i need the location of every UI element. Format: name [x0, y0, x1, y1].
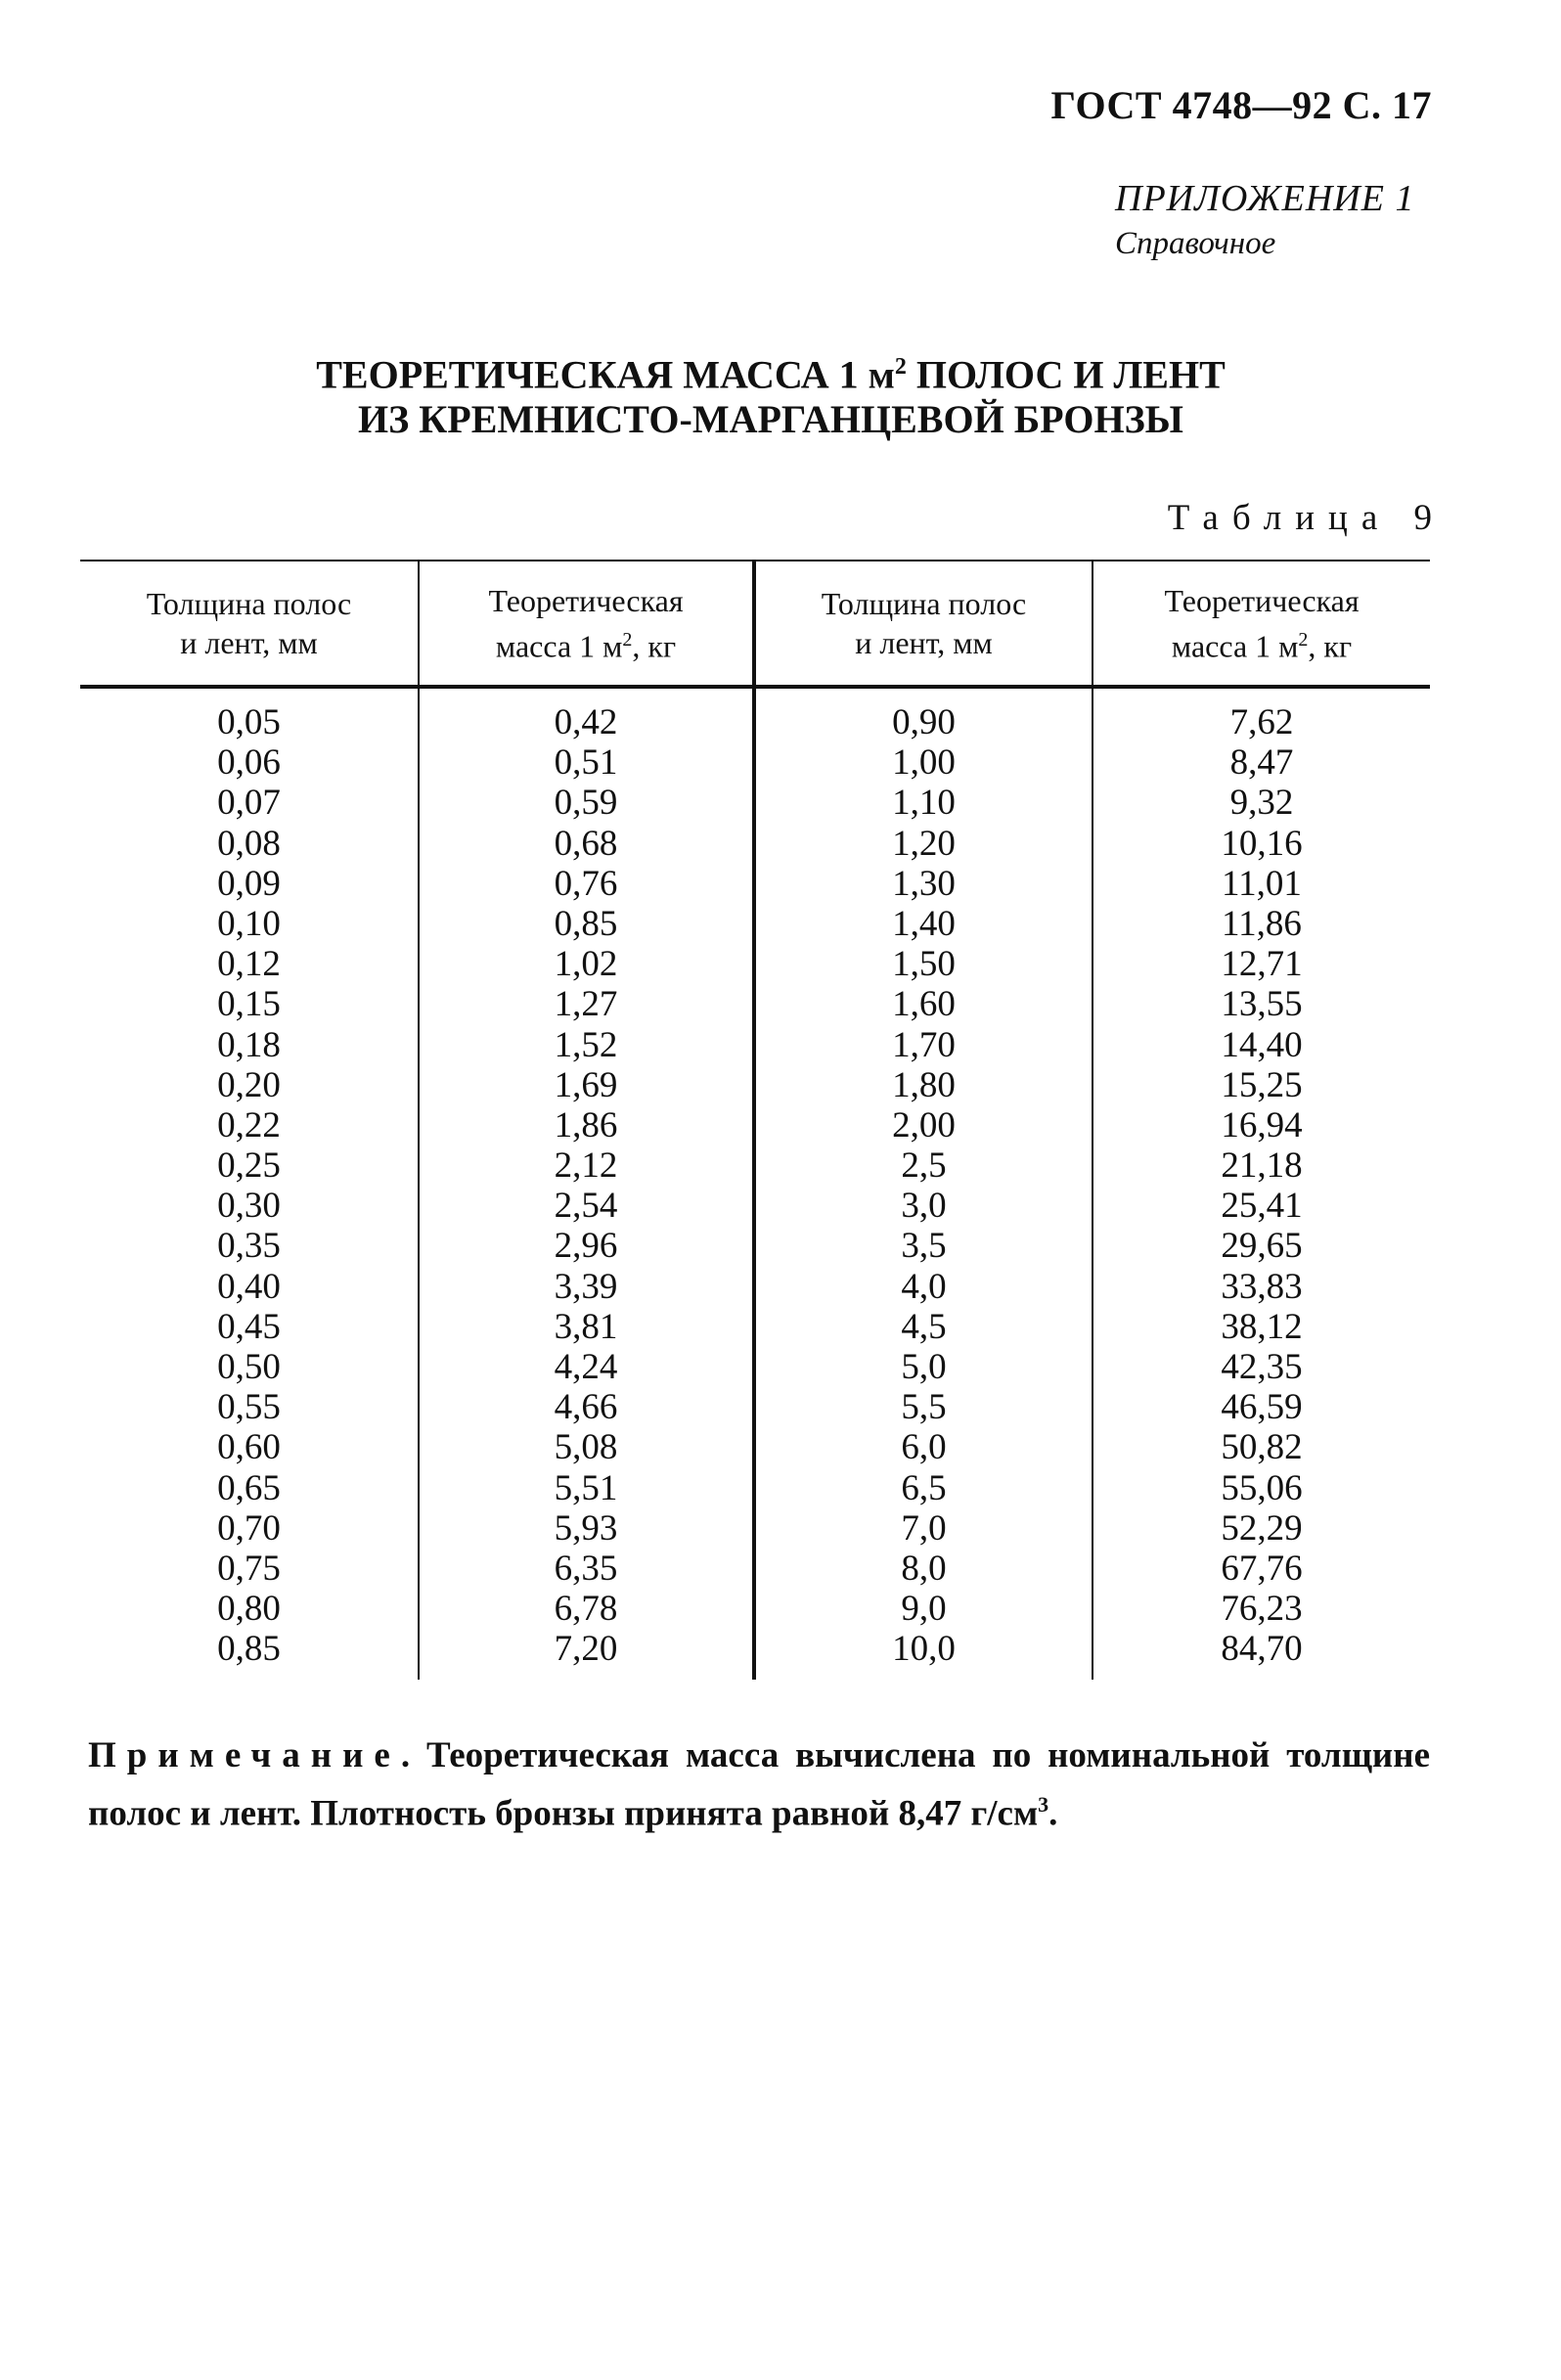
appendix-kind: Справочное: [1115, 226, 1276, 261]
table-cell: 9,32: [1229, 783, 1294, 824]
table-cell: 0,06: [217, 742, 281, 784]
column-thickness-1: [80, 689, 420, 1680]
header-text: масса 1 м: [1171, 628, 1299, 664]
header-mass-1: [420, 561, 756, 685]
table-cell: 0,15: [217, 984, 281, 1025]
table-cell: 5,0: [901, 1347, 947, 1387]
title-line-1-tail: ПОЛОС И ЛЕНТ: [906, 352, 1226, 397]
table-cell: 84,70: [1221, 1629, 1303, 1670]
table-cell: 7,0: [901, 1507, 947, 1549]
table-cell: 0,90: [892, 702, 956, 742]
table-cell: 13,55: [1221, 984, 1303, 1025]
table-cell: 15,25: [1221, 1064, 1303, 1105]
table-cell: 1,80: [892, 1064, 956, 1105]
table-cell: 1,52: [554, 1024, 618, 1065]
note-superscript: 3: [1038, 1792, 1049, 1817]
table-cell: 5,51: [554, 1467, 618, 1508]
column-mass-1: [420, 689, 756, 1680]
table-cell: 6,5: [901, 1467, 947, 1508]
appendix-label: ПРИЛОЖЕНИЕ 1: [1115, 178, 1415, 219]
column-mass-2: [1093, 689, 1430, 1680]
table-cell: 0,70: [217, 1507, 281, 1549]
table-cell: 21,18: [1221, 1145, 1303, 1187]
table-cell: 7,20: [554, 1629, 618, 1670]
document-title: [0, 344, 1561, 442]
table-cell: 6,0: [901, 1427, 947, 1468]
header-text: и лент, мм: [180, 625, 318, 660]
table-cell: 8,47: [1229, 742, 1294, 784]
table-cell: 50,82: [1221, 1427, 1303, 1468]
table-cell: 1,02: [554, 944, 618, 985]
table-cell: 0,80: [217, 1589, 281, 1630]
table-cell: 0,45: [217, 1306, 281, 1347]
title-superscript: 2: [894, 354, 907, 380]
table-cell: 0,30: [217, 1186, 281, 1227]
table-cell: 0,85: [217, 1629, 281, 1670]
table-cell: 1,27: [554, 984, 618, 1025]
table-cell: 10,16: [1221, 823, 1303, 864]
header-text: Теоретическая: [488, 582, 684, 618]
appendix-block: [1115, 176, 1414, 266]
table-cell: 38,12: [1221, 1306, 1303, 1347]
note-end: .: [1048, 1793, 1058, 1834]
table-cell: 5,93: [554, 1507, 618, 1549]
table-cell: 1,10: [892, 783, 956, 824]
table-cell: 33,83: [1221, 1266, 1303, 1307]
header-superscript: 2: [1298, 628, 1309, 651]
header-text: Толщина полос: [821, 586, 1027, 621]
header-superscript: 2: [622, 628, 633, 651]
table-cell: 0,18: [217, 1024, 281, 1065]
table-cell: 0,09: [217, 863, 281, 904]
header-mass-2: [1093, 561, 1430, 685]
mass-table: [80, 560, 1430, 1680]
table-cell: 25,41: [1221, 1186, 1303, 1227]
table-cell: 8,0: [901, 1548, 947, 1589]
table-cell: 0,12: [217, 944, 281, 985]
table-cell: 0,65: [217, 1467, 281, 1508]
header-text: , кг: [632, 628, 677, 664]
table-cell: 1,00: [892, 742, 956, 784]
table-cell: 1,20: [892, 823, 956, 864]
header-text: масса 1 м: [495, 628, 623, 664]
table-cell: 0,35: [217, 1226, 281, 1267]
table-cell: 6,78: [554, 1589, 618, 1630]
table-note: [88, 1731, 1430, 1838]
table-cell: 2,54: [554, 1186, 618, 1227]
table-cell: 67,76: [1221, 1548, 1303, 1589]
table-cell: 11,01: [1222, 863, 1302, 904]
table-cell: 3,5: [901, 1226, 947, 1267]
table-cell: 1,50: [892, 944, 956, 985]
table-cell: 3,81: [554, 1306, 618, 1347]
table-body: [80, 689, 1430, 1680]
header-text: , кг: [1308, 628, 1353, 664]
table-cell: 9,0: [901, 1589, 947, 1630]
table-cell: 6,35: [554, 1548, 618, 1589]
title-line-1: [0, 344, 1561, 397]
table-cell: 0,50: [217, 1347, 281, 1387]
table-cell: 7,62: [1229, 702, 1294, 742]
table-cell: 0,68: [554, 823, 618, 864]
table-cell: 4,24: [554, 1347, 618, 1387]
table-cell: 3,0: [901, 1186, 947, 1227]
table-cell: 2,96: [554, 1226, 618, 1267]
header-text: и лент, мм: [855, 625, 993, 660]
table-cell: 0,40: [217, 1266, 281, 1307]
table-cell: 52,29: [1221, 1507, 1303, 1549]
header-thickness-2: [756, 561, 1093, 685]
title-line-2: ИЗ КРЕМНИСТО-МАРГАНЦЕВОЙ БРОНЗЫ: [358, 397, 1183, 442]
table-cell: 1,86: [554, 1104, 618, 1145]
table-cell: 2,5: [901, 1145, 947, 1187]
table-cell: 3,39: [554, 1266, 618, 1307]
table-cell: 0,75: [217, 1548, 281, 1589]
title-line-1-text: ТЕОРЕТИЧЕСКАЯ МАССА 1 м: [316, 352, 895, 397]
table-cell: 76,23: [1221, 1589, 1303, 1630]
note-text: . Теоретическая масса вычислена по номинальной толщине полос и лент. Плотность бронзы принята равной 8,47 г/см: [88, 1735, 1430, 1834]
table-header-row: [80, 561, 1430, 685]
table-cell: 0,08: [217, 823, 281, 864]
table-cell: 1,70: [892, 1024, 956, 1065]
table-cell: 0,05: [217, 702, 281, 742]
table-cell: 4,5: [901, 1306, 947, 1347]
table-cell: 1,40: [892, 903, 956, 944]
table-cell: 42,35: [1221, 1347, 1303, 1387]
table-cell: 1,69: [554, 1064, 618, 1105]
table-cell: 0,07: [217, 783, 281, 824]
table-cell: 0,85: [554, 903, 618, 944]
table-cell: 16,94: [1221, 1104, 1303, 1145]
table-cell: 0,25: [217, 1145, 281, 1187]
table-cell: 0,60: [217, 1427, 281, 1468]
table-cell: 46,59: [1221, 1387, 1303, 1428]
table-cell: 4,0: [901, 1266, 947, 1307]
table-cell: 2,12: [554, 1145, 618, 1187]
table-cell: 0,10: [217, 903, 281, 944]
page-header: ГОСТ 4748—92 С. 17: [1050, 83, 1432, 127]
header-text: Теоретическая: [1164, 582, 1360, 618]
table-cell: 4,66: [554, 1387, 618, 1428]
table-cell: 0,42: [554, 702, 618, 742]
table-cell: 0,20: [217, 1064, 281, 1105]
table-cell: 14,40: [1221, 1024, 1303, 1065]
note-lead: Примечание: [88, 1735, 401, 1775]
table-cell: 0,55: [217, 1387, 281, 1428]
header-thickness-1: [80, 561, 420, 685]
table-label: Таблица 9: [1167, 498, 1446, 538]
table-cell: 55,06: [1221, 1467, 1303, 1508]
table-cell: 2,00: [892, 1104, 956, 1145]
column-thickness-2: [756, 689, 1093, 1680]
header-text: Толщина полос: [146, 586, 352, 621]
table-cell: 1,60: [892, 984, 956, 1025]
table-cell: 0,76: [554, 863, 618, 904]
table-cell: 5,5: [901, 1387, 947, 1428]
table-cell: 0,59: [554, 783, 618, 824]
table-cell: 5,08: [554, 1427, 618, 1468]
table-cell: 12,71: [1221, 944, 1303, 985]
table-cell: 0,22: [217, 1104, 281, 1145]
table-cell: 29,65: [1221, 1226, 1303, 1267]
table-cell: 11,86: [1222, 903, 1302, 944]
table-cell: 0,51: [554, 742, 618, 784]
table-cell: 10,0: [892, 1629, 956, 1670]
table-cell: 1,30: [892, 863, 956, 904]
